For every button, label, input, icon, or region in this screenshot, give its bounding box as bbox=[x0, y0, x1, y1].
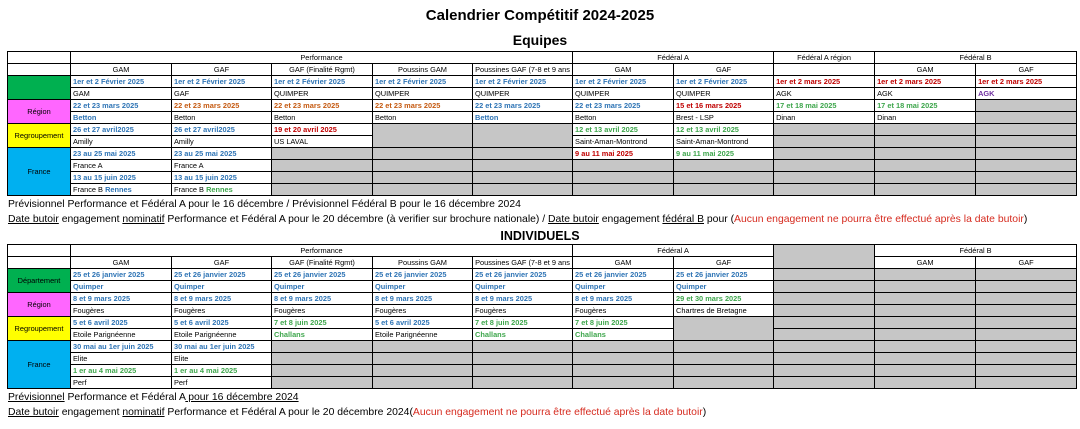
empty-cell bbox=[272, 341, 373, 353]
empty-cell bbox=[674, 353, 774, 365]
date-cell: 22 et 23 mars 2025 bbox=[473, 100, 573, 112]
empty-cell bbox=[875, 269, 976, 281]
location-cell: Etoile Parignéenne bbox=[172, 329, 272, 341]
empty-cell bbox=[875, 353, 976, 365]
date-cell: 1er et 2 Février 2025 bbox=[71, 76, 172, 88]
date-cell: 22 et 23 mars 2025 bbox=[373, 100, 473, 112]
row-label-france: France bbox=[8, 341, 71, 389]
date-cell: 8 et 9 mars 2025 bbox=[71, 293, 172, 305]
empty-cell bbox=[976, 269, 1077, 281]
date-cell: 22 et 23 mars 2025 bbox=[172, 100, 272, 112]
location-cell: Amilly bbox=[172, 136, 272, 148]
location-cell: Challans bbox=[473, 329, 573, 341]
empty-cell bbox=[976, 305, 1077, 317]
empty-cell bbox=[774, 329, 875, 341]
empty-cell bbox=[976, 136, 1077, 148]
empty-cell bbox=[272, 377, 373, 389]
column-header: GAM bbox=[71, 257, 172, 269]
date-cell: 22 et 23 mars 2025 bbox=[573, 100, 674, 112]
column-header: GAM bbox=[573, 64, 674, 76]
date-cell: 7 et 8 juin 2025 bbox=[272, 317, 373, 329]
empty-cell bbox=[473, 172, 573, 184]
empty-cell bbox=[473, 124, 573, 148]
location-cell: Betton bbox=[172, 112, 272, 124]
date-cell: 17 et 18 mai 2025 bbox=[774, 100, 875, 112]
location-cell: Etoile Parignéenne bbox=[71, 329, 172, 341]
empty-cell bbox=[774, 160, 875, 172]
empty-cell bbox=[875, 136, 976, 148]
location-cell: Quimper bbox=[473, 281, 573, 293]
row-label-regroupement: Regroupement bbox=[8, 124, 71, 148]
date-cell: 1er et 2 Février 2025 bbox=[272, 76, 373, 88]
location-cell: France B Rennes bbox=[172, 184, 272, 196]
equipes-note-previsionnel: Prévisionnel Performance et Fédéral A pour le 16 décembre / Prévisionnel Fédéral B pour le 16 décembre 2024 bbox=[8, 199, 521, 210]
location-cell: Dinan bbox=[875, 112, 976, 124]
empty-cell bbox=[573, 353, 674, 365]
empty-cell bbox=[875, 148, 976, 160]
empty-cell bbox=[774, 305, 875, 317]
group-header-federal-b: Fédéral B bbox=[875, 245, 1077, 257]
empty-cell bbox=[976, 124, 1077, 136]
location-cell: QUIMPER bbox=[272, 88, 373, 100]
empty-cell bbox=[774, 281, 875, 293]
rennes-label: Rennes bbox=[105, 185, 132, 194]
location-cell: Perf bbox=[172, 377, 272, 389]
empty-cell bbox=[473, 365, 573, 377]
date-cell: 9 au 11 mai 2025 bbox=[573, 148, 674, 160]
empty-cell bbox=[674, 341, 774, 353]
date-cell: 25 et 26 janvier 2025 bbox=[373, 269, 473, 281]
date-cell: 1er et 2 Février 2025 bbox=[373, 76, 473, 88]
equipes-table bbox=[7, 51, 1077, 196]
location-cell: QUIMPER bbox=[674, 88, 774, 100]
date-cell: 30 mai au 1er juin 2025 bbox=[172, 341, 272, 353]
empty-cell bbox=[473, 353, 573, 365]
column-header: Poussines GAF (7-8 et 9 ans bbox=[473, 257, 573, 269]
date-cell: 1er et 2 Février 2025 bbox=[573, 76, 674, 88]
empty-cell bbox=[976, 317, 1077, 329]
empty-cell bbox=[875, 317, 976, 329]
empty-cell bbox=[373, 365, 473, 377]
column-header: GAF bbox=[674, 257, 774, 269]
corner-cell bbox=[8, 245, 71, 257]
section-title-equipes: Equipes bbox=[512, 32, 568, 48]
empty-cell bbox=[774, 245, 875, 269]
location-cell: France B Rennes bbox=[71, 184, 172, 196]
page-title: Calendrier Compétitif 2024-2025 bbox=[425, 7, 655, 24]
date-cell: 8 et 9 mars 2025 bbox=[272, 293, 373, 305]
column-header: GAF bbox=[172, 64, 272, 76]
empty-cell bbox=[976, 353, 1077, 365]
column-header: GAF bbox=[976, 64, 1077, 76]
empty-cell bbox=[976, 160, 1077, 172]
empty-cell bbox=[272, 148, 373, 160]
empty-cell bbox=[774, 136, 875, 148]
empty-cell bbox=[473, 341, 573, 353]
empty-cell bbox=[473, 160, 573, 172]
row-label-unnamed bbox=[8, 76, 71, 100]
location-cell: AGK bbox=[774, 88, 875, 100]
empty-cell bbox=[774, 172, 875, 184]
row-label-departement: Département bbox=[8, 269, 71, 293]
group-header-federal-a: Fédéral A bbox=[573, 245, 774, 257]
empty-cell bbox=[774, 317, 875, 329]
rennes-label: Rennes bbox=[206, 185, 233, 194]
date-cell: 23 au 25 mai 2025 bbox=[71, 148, 172, 160]
empty-cell bbox=[573, 365, 674, 377]
date-cell: 30 mai au 1er juin 2025 bbox=[71, 341, 172, 353]
location-cell: Quimper bbox=[674, 281, 774, 293]
date-cell: 12 et 13 avril 2025 bbox=[573, 124, 674, 136]
row-label-region: Région bbox=[8, 293, 71, 317]
location-cell: Perf bbox=[71, 377, 172, 389]
location-cell: QUIMPER bbox=[373, 88, 473, 100]
column-header: Poussins GAM bbox=[373, 257, 473, 269]
empty-cell bbox=[774, 365, 875, 377]
date-cell: 5 et 6 avril 2025 bbox=[373, 317, 473, 329]
location-cell: QUIMPER bbox=[473, 88, 573, 100]
date-cell: 8 et 9 mars 2025 bbox=[172, 293, 272, 305]
location-cell: France A bbox=[172, 160, 272, 172]
date-cell: 8 et 9 mars 2025 bbox=[573, 293, 674, 305]
location-cell: Dinan bbox=[774, 112, 875, 124]
empty-cell bbox=[473, 148, 573, 160]
empty-cell bbox=[774, 353, 875, 365]
column-header: GAM bbox=[71, 64, 172, 76]
location-cell: Quimper bbox=[373, 281, 473, 293]
location-cell: US LAVAL bbox=[272, 136, 373, 148]
empty-cell bbox=[976, 329, 1077, 341]
empty-cell bbox=[674, 317, 774, 341]
date-cell: 9 au 11 mai 2025 bbox=[674, 148, 774, 160]
empty-cell bbox=[875, 365, 976, 377]
location-cell: Challans bbox=[573, 329, 674, 341]
date-cell: 26 et 27 avril2025 bbox=[71, 124, 172, 136]
corner-cell bbox=[8, 52, 71, 64]
date-cell: 1er et 2 Février 2025 bbox=[674, 76, 774, 88]
empty-cell bbox=[674, 172, 774, 184]
location-cell: Saint-Aman-Montrond bbox=[573, 136, 674, 148]
date-cell: 15 et 16 mars 2025 bbox=[674, 100, 774, 112]
empty-cell bbox=[272, 160, 373, 172]
date-cell: 25 et 26 janvier 2025 bbox=[473, 269, 573, 281]
empty-cell bbox=[976, 112, 1077, 124]
empty-cell bbox=[272, 365, 373, 377]
location-cell: Amilly bbox=[71, 136, 172, 148]
individuels-table bbox=[7, 244, 1077, 389]
date-cell: 22 et 23 mars 2025 bbox=[71, 100, 172, 112]
column-header: GAM bbox=[875, 257, 976, 269]
empty-cell bbox=[573, 184, 674, 196]
column-header: GAM bbox=[875, 64, 976, 76]
empty-cell bbox=[774, 293, 875, 305]
empty-cell bbox=[774, 269, 875, 281]
empty-cell bbox=[373, 353, 473, 365]
date-cell: 25 et 26 janvier 2025 bbox=[71, 269, 172, 281]
location-cell: GAM bbox=[71, 88, 172, 100]
date-cell: 1er et 2 mars 2025 bbox=[774, 76, 875, 88]
location-cell: Fougères bbox=[71, 305, 172, 317]
location-cell: Elite bbox=[172, 353, 272, 365]
location-cell: Chartres de Bretagne bbox=[674, 305, 774, 317]
column-header: GAF bbox=[172, 257, 272, 269]
location-cell: Betton bbox=[473, 112, 573, 124]
group-header-federal-a: Fédéral A bbox=[573, 52, 774, 64]
date-cell: 25 et 26 janvier 2025 bbox=[573, 269, 674, 281]
empty-cell bbox=[573, 160, 674, 172]
empty-cell bbox=[875, 124, 976, 136]
date-cell: 1 er au 4 mai 2025 bbox=[172, 365, 272, 377]
empty-cell bbox=[674, 377, 774, 389]
location-cell: Betton bbox=[373, 112, 473, 124]
empty-cell bbox=[976, 377, 1077, 389]
date-cell: 25 et 26 janvier 2025 bbox=[674, 269, 774, 281]
empty-cell bbox=[774, 377, 875, 389]
row-label-region: Région bbox=[8, 100, 71, 124]
date-cell: 1 er au 4 mai 2025 bbox=[71, 365, 172, 377]
location-cell: Betton bbox=[573, 112, 674, 124]
column-header: GAF (Finalité Rgmt) bbox=[272, 257, 373, 269]
empty-cell bbox=[976, 172, 1077, 184]
individuels-note-date-butoir: Date butoir engagement nominatif Performance et Fédéral A pour le 20 décembre 2024(Aucun engagement ne pourra être effectué après la date butoir) bbox=[8, 407, 707, 418]
empty-cell bbox=[774, 124, 875, 136]
column-header: GAF (Finalité Rgmt) bbox=[272, 64, 373, 76]
empty-cell bbox=[875, 281, 976, 293]
empty-cell bbox=[976, 293, 1077, 305]
date-cell: 12 et 13 avril 2025 bbox=[674, 124, 774, 136]
date-cell: 29 et 30 mars 2025 bbox=[674, 293, 774, 305]
empty-cell bbox=[875, 160, 976, 172]
empty-cell bbox=[875, 329, 976, 341]
location-cell: Betton bbox=[71, 112, 172, 124]
empty-cell bbox=[373, 160, 473, 172]
empty-cell bbox=[473, 184, 573, 196]
location-cell: France A bbox=[71, 160, 172, 172]
empty-cell bbox=[272, 184, 373, 196]
equipes-note-date-butoir: Date butoir engagement nominatif Performance et Fédéral A pour le 20 décembre (à verifier sur brochure nationale) / Date butoir engagement fédéral B pour (Aucun engagement ne pourra être effectué après la date butoir) bbox=[8, 214, 1028, 225]
date-cell: 1er et 2 Février 2025 bbox=[473, 76, 573, 88]
location-cell: Fougères bbox=[473, 305, 573, 317]
empty-cell bbox=[875, 305, 976, 317]
empty-cell bbox=[774, 341, 875, 353]
empty-cell bbox=[875, 293, 976, 305]
empty-cell bbox=[373, 172, 473, 184]
date-cell: 5 et 6 avril 2025 bbox=[71, 317, 172, 329]
empty-cell bbox=[373, 377, 473, 389]
location-cell: Betton bbox=[272, 112, 373, 124]
location-cell: Etoile Parignéenne bbox=[373, 329, 473, 341]
row-label-regroupement: Regroupement bbox=[8, 317, 71, 341]
date-cell: 1er et 2 Février 2025 bbox=[172, 76, 272, 88]
empty-cell bbox=[976, 281, 1077, 293]
location-cell: GAF bbox=[172, 88, 272, 100]
location-cell: QUIMPER bbox=[573, 88, 674, 100]
date-cell: 25 et 26 janvier 2025 bbox=[272, 269, 373, 281]
empty-cell bbox=[573, 341, 674, 353]
date-cell: 25 et 26 janvier 2025 bbox=[172, 269, 272, 281]
empty-cell bbox=[573, 172, 674, 184]
empty-cell bbox=[976, 148, 1077, 160]
group-header-performance: Performance bbox=[71, 52, 573, 64]
section-title-individuels: INDIVIDUELS bbox=[500, 229, 580, 243]
column-header: GAF bbox=[976, 257, 1077, 269]
empty-cell bbox=[875, 377, 976, 389]
location-cell: Fougères bbox=[373, 305, 473, 317]
group-header-performance: Performance bbox=[71, 245, 573, 257]
empty-cell bbox=[373, 124, 473, 148]
row-label-france: France bbox=[8, 148, 71, 196]
empty-cell bbox=[473, 377, 573, 389]
location-cell: Saint-Aman-Montrond bbox=[674, 136, 774, 148]
date-cell: 7 et 8 juin 2025 bbox=[473, 317, 573, 329]
location-cell: Fougères bbox=[172, 305, 272, 317]
empty-cell bbox=[272, 353, 373, 365]
location-cell: Elite bbox=[71, 353, 172, 365]
column-header: GAM bbox=[573, 257, 674, 269]
date-cell: 8 et 9 mars 2025 bbox=[473, 293, 573, 305]
empty-cell bbox=[976, 365, 1077, 377]
location-cell: AGK bbox=[976, 88, 1077, 100]
date-cell: 5 et 6 avril 2025 bbox=[172, 317, 272, 329]
empty-cell bbox=[674, 160, 774, 172]
individuels-note-previsionnel: Prévisionnel Performance et Fédéral A pour 16 décembre 2024 bbox=[8, 392, 299, 403]
location-cell: Fougères bbox=[573, 305, 674, 317]
empty-cell bbox=[875, 341, 976, 353]
empty-cell bbox=[875, 184, 976, 196]
empty-cell bbox=[373, 341, 473, 353]
empty-cell bbox=[373, 184, 473, 196]
empty-cell bbox=[976, 100, 1077, 112]
location-cell: Quimper bbox=[71, 281, 172, 293]
location-cell: Quimper bbox=[172, 281, 272, 293]
empty-cell bbox=[875, 172, 976, 184]
empty-cell bbox=[573, 377, 674, 389]
column-header bbox=[774, 64, 875, 76]
empty-cell bbox=[774, 148, 875, 160]
group-header-federal-a-region: Fédéral A région bbox=[774, 52, 875, 64]
location-cell: AGK bbox=[875, 88, 976, 100]
empty-cell bbox=[674, 184, 774, 196]
date-cell: 26 et 27 avril2025 bbox=[172, 124, 272, 136]
empty-cell bbox=[976, 341, 1077, 353]
date-cell: 1er et 2 mars 2025 bbox=[976, 76, 1077, 88]
location-cell: Quimper bbox=[272, 281, 373, 293]
location-cell: Challans bbox=[272, 329, 373, 341]
date-cell: 7 et 8 juin 2025 bbox=[573, 317, 674, 329]
column-header: GAF bbox=[674, 64, 774, 76]
date-cell: 23 au 25 mai 2025 bbox=[172, 148, 272, 160]
column-header: Poussins GAM bbox=[373, 64, 473, 76]
date-cell: 22 et 23 mars 2025 bbox=[272, 100, 373, 112]
date-cell: 1er et 2 mars 2025 bbox=[875, 76, 976, 88]
empty-cell bbox=[674, 365, 774, 377]
date-cell: 13 au 15 juin 2025 bbox=[71, 172, 172, 184]
empty-cell bbox=[373, 148, 473, 160]
location-cell: Fougères bbox=[272, 305, 373, 317]
corner-cell bbox=[8, 257, 71, 269]
location-cell: Quimper bbox=[573, 281, 674, 293]
corner-cell bbox=[8, 64, 71, 76]
group-header-federal-b: Fédéral B bbox=[875, 52, 1077, 64]
empty-cell bbox=[774, 184, 875, 196]
location-cell: Brest - LSP bbox=[674, 112, 774, 124]
date-cell: 8 et 9 mars 2025 bbox=[373, 293, 473, 305]
empty-cell bbox=[272, 172, 373, 184]
column-header: Poussines GAF (7-8 et 9 ans bbox=[473, 64, 573, 76]
date-cell: 19 et 20 avril 2025 bbox=[272, 124, 373, 136]
date-cell: 17 et 18 mai 2025 bbox=[875, 100, 976, 112]
empty-cell bbox=[976, 184, 1077, 196]
date-cell: 13 au 15 juin 2025 bbox=[172, 172, 272, 184]
